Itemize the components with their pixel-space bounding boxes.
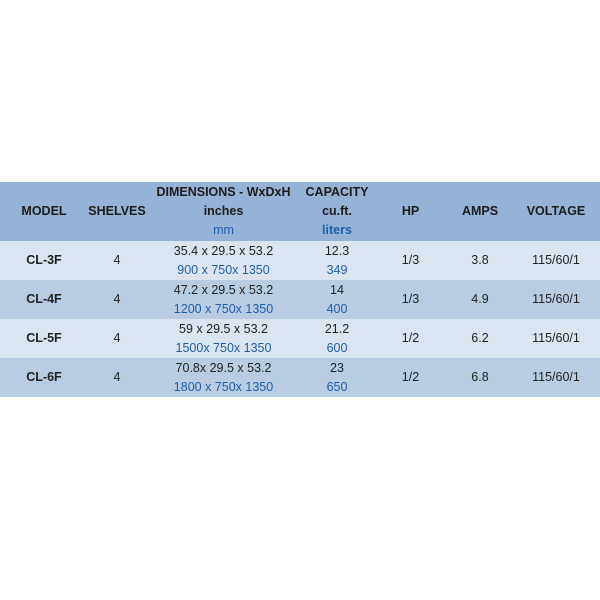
- cell-shelves: 4: [113, 331, 121, 345]
- cell-voltage: 115/60/1: [532, 331, 580, 345]
- capacity-liters: 400: [326, 301, 348, 316]
- header-row: [0, 182, 600, 241]
- cell-model: CL-4F: [26, 292, 62, 306]
- capacity-liters: 349: [326, 262, 348, 277]
- dimensions-mm: 900 x 750x 1350: [177, 262, 270, 277]
- cell-hp: 1/2: [401, 331, 420, 345]
- dimensions-inches: 47.2 x 29.5 x 53.2: [173, 282, 274, 297]
- cell-capacity: [301, 358, 373, 397]
- cell-shelves: 4: [113, 370, 121, 384]
- capacity-cuft: 14: [330, 282, 344, 297]
- header-capacity-cuft: cu.ft.: [322, 204, 352, 218]
- header-capacity: [301, 182, 373, 241]
- header-capacity-liters: liters: [322, 223, 352, 237]
- dimensions-inches: 70.8x 29.5 x 53.2: [175, 360, 272, 375]
- cell-amps: 6.8: [471, 370, 489, 384]
- capacity-cuft: 23: [330, 360, 344, 375]
- dimensions-mm: 1800 x 750x 1350: [173, 379, 274, 394]
- cell-dimensions: [146, 241, 301, 280]
- header-dimensions-mm: mm: [213, 223, 234, 237]
- table-row: [0, 241, 600, 280]
- cell-hp: 1/2: [401, 370, 420, 384]
- header-model: MODEL: [21, 204, 67, 218]
- header-voltage: VOLTAGE: [526, 204, 586, 218]
- header-hp: HP: [401, 204, 420, 218]
- cell-model: CL-6F: [26, 370, 62, 384]
- cell-amps: 6.2: [471, 331, 489, 345]
- dimensions-inches: 35.4 x 29.5 x 53.2: [173, 243, 274, 258]
- cell-voltage: 115/60/1: [532, 253, 580, 267]
- header-dimensions-inches: inches: [203, 204, 244, 218]
- cell-shelves: 4: [113, 253, 121, 267]
- dimensions-mm: 1500x 750x 1350: [175, 340, 272, 355]
- table-row: [0, 280, 600, 319]
- spec-table: [0, 182, 600, 397]
- cell-hp: 1/3: [401, 292, 420, 306]
- cell-hp: 1/3: [401, 253, 420, 267]
- dimensions-inches: 59 x 29.5 x 53.2: [179, 321, 268, 336]
- cell-voltage: 115/60/1: [532, 370, 580, 384]
- cell-capacity: [301, 280, 373, 319]
- cell-amps: 4.9: [471, 292, 489, 306]
- header-shelves: SHELVES: [88, 204, 146, 218]
- cell-model: CL-5F: [26, 331, 62, 345]
- capacity-cuft: 12.3: [324, 243, 350, 258]
- cell-dimensions: [146, 280, 301, 319]
- cell-amps: 3.8: [471, 253, 489, 267]
- cell-dimensions: [146, 358, 301, 397]
- capacity-liters: 600: [326, 340, 348, 355]
- cell-capacity: [301, 319, 373, 358]
- header-dimensions: [146, 182, 301, 241]
- cell-shelves: 4: [113, 292, 121, 306]
- table-row: [0, 358, 600, 397]
- header-dimensions-title: DIMENSIONS - WxDxH: [156, 185, 291, 199]
- cell-model: CL-3F: [26, 253, 62, 267]
- dimensions-mm: 1200 x 750x 1350: [173, 301, 274, 316]
- header-capacity-title: CAPACITY: [305, 185, 369, 199]
- capacity-liters: 650: [326, 379, 348, 394]
- capacity-cuft: 21.2: [324, 321, 350, 336]
- header-amps: AMPS: [461, 204, 499, 218]
- cell-dimensions: [146, 319, 301, 358]
- cell-voltage: 115/60/1: [532, 292, 580, 306]
- cell-capacity: [301, 241, 373, 280]
- table-row: [0, 319, 600, 358]
